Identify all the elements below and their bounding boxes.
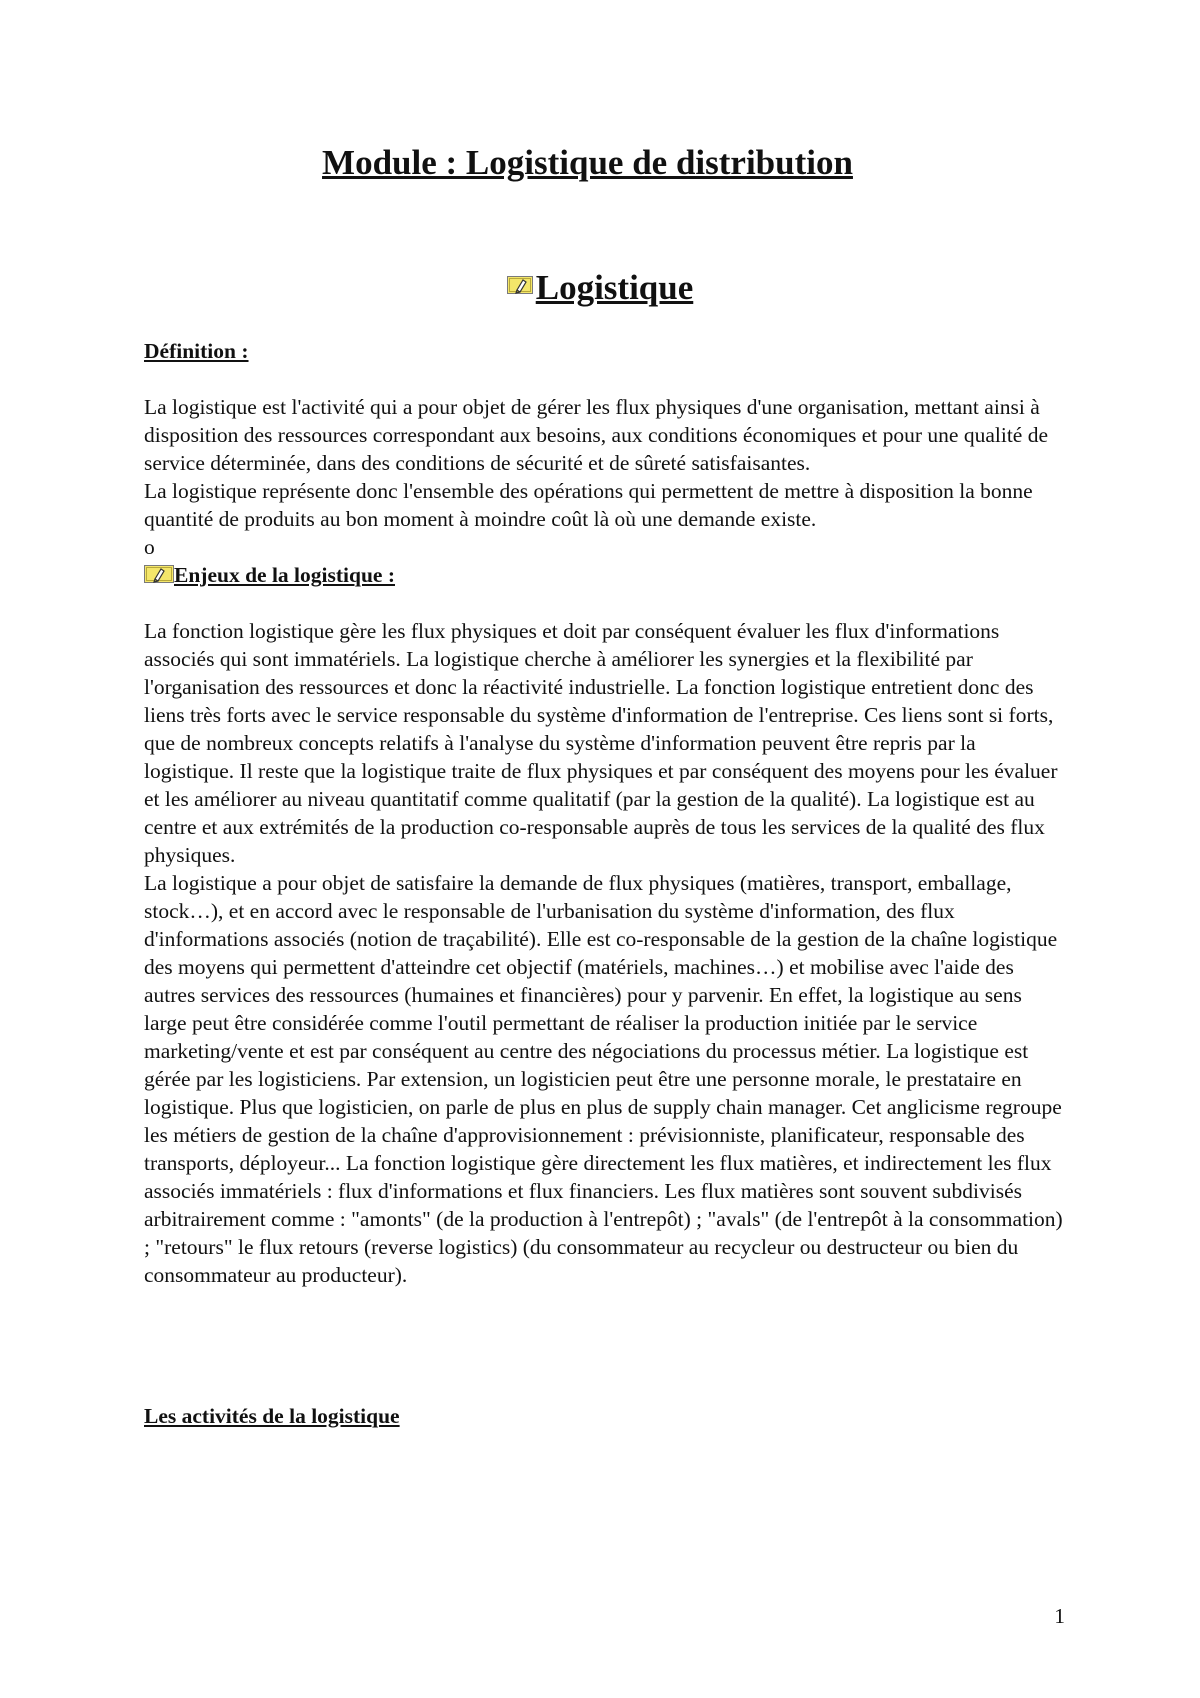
edit-note-icon <box>507 275 533 295</box>
enjeux-heading-row <box>144 561 1064 589</box>
main-heading-text: Logistique <box>535 268 694 307</box>
definition-paragraph-2: La logistique représente donc l'ensemble des opérations qui permettent de mettre à disposition la bonne quantité de produits au bon moment à moindre coût là où une demande existe. <box>144 479 1033 531</box>
definition-paragraph-1: La logistique est l'activité qui a pour objet de gérer les flux physiques d'une organisation, mettant ainsi à disposition des ressources correspondant aux besoins, aux conditions économiques et pour une qualité de service déterminée, dans des conditions de sécurité et de sûreté satisfaisantes. <box>144 395 1048 475</box>
document-body <box>144 337 1064 1430</box>
spacer <box>144 1289 1064 1402</box>
spacer <box>144 365 1064 393</box>
document-title: Module : Logistique de distribution <box>322 143 853 182</box>
enjeux-paragraph-2: La logistique a pour objet de satisfaire la demande de flux physiques (matières, transport, emballage, stock…), et en accord avec le responsable de l'urbanisation du système d'information, des flux d'informations associés (notion de traçabilité). Elle est co-responsable de la gestion de la chaîne logistique des moyens qui permettent d'atteindre cet objectif (matériels, machines…) et mobilise avec l'aide des autres services des ressources (humaines et financières) pour y parvenir. En effet, la logistique au sens large peut être considérée comme l'outil permettant de réaliser la production initiée par le service marketing/vente et est par conséquent au centre des négociations du processus métier. La logistique est gérée par les logisticiens. Par extension, un logisticien peut être une personne morale, le prestataire en logistique. Plus que logisticien, on parle de plus en plus de supply chain manager. Cet anglicisme regroupe les métiers de gestion de la chaîne d'approvisionnement : prévisionniste, planificateur, responsable des transports, déployeur... La fonction logistique gère directement les flux matières, et indirectement les flux associés immatériels : flux d'informations et flux financiers. Les flux matières sont souvent subdivisés arbitrairement comme : "amonts" (de la production à l'entrepôt) ; "avals" (de l'entrepôt à la consommation) ; "retours" le flux retours (reverse logistics) (du consommateur au recycleur ou destructeur ou bien du consommateur au producteur). <box>144 871 1063 1287</box>
enjeux-paragraph-1: La fonction logistique gère les flux physiques et doit par conséquent évaluer les flux d'informations associés qui sont immatériels. La logistique cherche à améliorer les synergies et la flexibilité par l'organisation des ressources et donc la réactivité industrielle. La fonction logistique entretient donc des liens très forts avec le service responsable du système d'information de l'entreprise. Ces liens sont si forts, que de nombreux concepts relatifs à l'analyse du système d'information peuvent être repris par la logistique. Il reste que la logistique traite de flux physiques et par conséquent des moyens pour les évaluer et les améliorer au niveau quantitatif comme qualitatif (par la gestion de la qualité). La logistique est au centre et aux extrémités de la production co-responsable auprès de tous les services de la qualité des flux physiques. <box>144 619 1058 867</box>
bullet-marker: o <box>144 535 155 559</box>
activites-heading: Les activités de la logistique <box>144 1404 400 1428</box>
edit-note-icon <box>144 564 174 584</box>
main-heading <box>0 268 1200 308</box>
spacer <box>144 589 1064 617</box>
definition-heading: Définition : <box>144 339 249 363</box>
page-number: 1 <box>1054 1604 1065 1628</box>
enjeux-heading: Enjeux de la logistique : <box>174 563 395 587</box>
